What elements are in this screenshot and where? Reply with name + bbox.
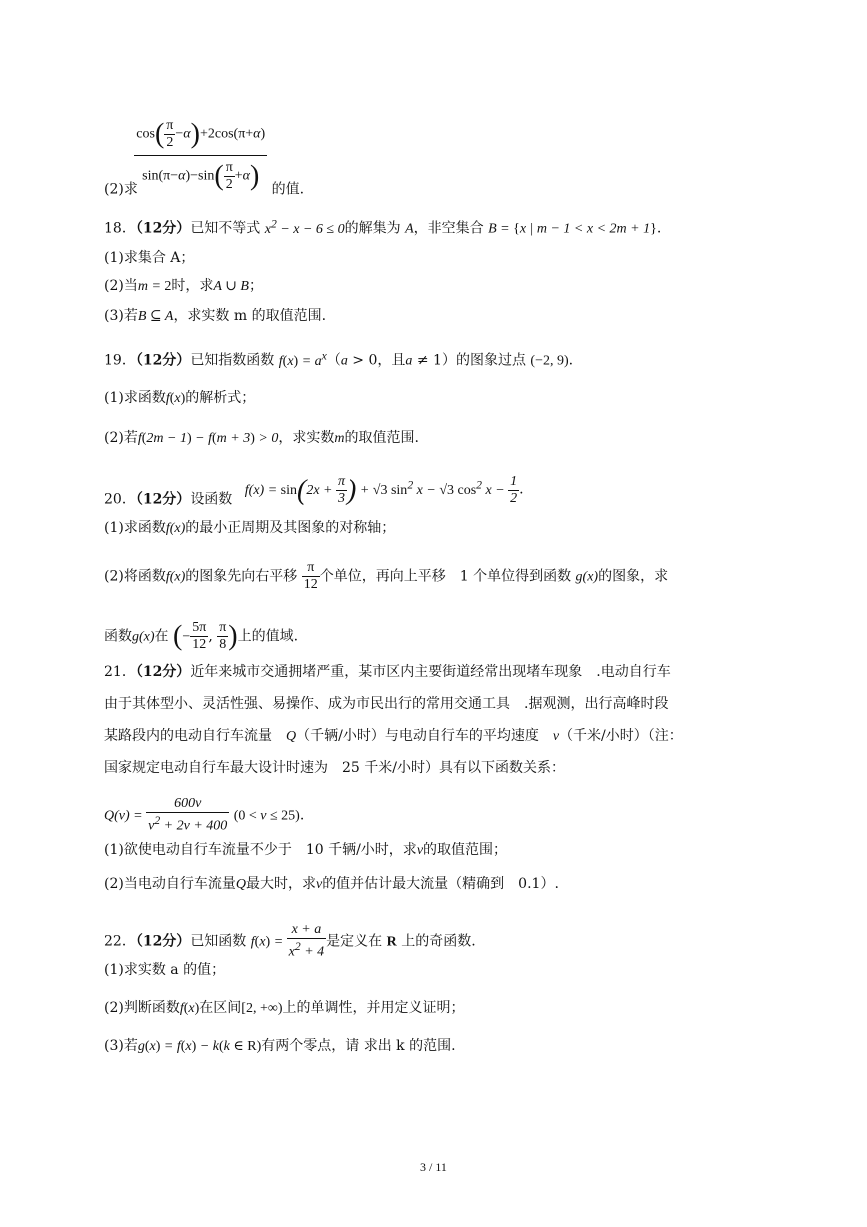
q21-line1 [104, 662, 671, 682]
q22-part3-b: 有两个零点，请 求出 k 的范围. [261, 1038, 456, 1054]
q18-set-a: A [405, 221, 414, 237]
q20-part2: (2)将函数f(x)的图象先向右平移 $\frac{\pi}{12}$ 个单位，再向上平移 1 个单位得到函数 g(x)的图象，求 [104, 560, 669, 592]
q21-number: 21． [104, 664, 136, 680]
q22-stem: 22．（12分）已知函数 f(x) = $\frac{x + a}{x^2 + 4}$ 是定义在 R 上的奇函数. [104, 922, 476, 960]
q22-number: 22． [104, 933, 136, 950]
q20-part1-a: (1)求函数 [104, 520, 166, 536]
q19-part2: (2)若f(2m − 1) − f(m + 3) > 0，求实数m的取值范围. [104, 430, 419, 446]
q20-part2-cont: 函数g(x)在 (− $\frac{5\pi}{12}$ , $\frac{\pi}{8}$ )上的值域. [104, 620, 299, 652]
q21-line2: 由于其体型小、灵活性强、易操作、成为市民出行的常用交通工具 .据观测，出行高峰时段 [104, 696, 669, 712]
q22-part2-b: 在区间 [199, 1000, 242, 1016]
q18-stem-a: 已知不等式 [190, 220, 261, 237]
q21-line1-text: 近年来城市交通拥堵严重，某市区内主要街道经常出现堵车现象 .电动自行车 [190, 664, 671, 680]
q18-part3-b: ，求实数 m 的取值范围. [173, 308, 327, 324]
q19-part1-a: (1)求函数 [104, 390, 166, 406]
q19-part2-a: (2)若 [104, 430, 138, 446]
q21-part1: (1)欲使电动自行车流量不少于 10 千辆/小时，求v的取值范围； [104, 842, 508, 858]
q21-line3-c: （千米/小时）（注： [559, 728, 683, 744]
q18-part3-a: (3)若 [104, 308, 138, 324]
q20-part2-f: 在 [154, 628, 169, 645]
q22-part3: (3)若g(x) = f(x) − k(k ∈ R)有两个零点，请 求出 k 的范围. [104, 1038, 456, 1054]
q20-stem-text: 设函数 [190, 491, 233, 508]
q20-score: （12分） [135, 491, 191, 508]
q18-part3 [104, 306, 326, 327]
q22-part2: (2)判断函数f(x)在区间[2, +∞)上的单调性，并用定义证明； [104, 1000, 465, 1016]
q18-part2: (2)当m = 2时，求A ∪ B； [104, 278, 263, 294]
q17-part2-line [104, 118, 304, 200]
q19-function: $f(x) = a^x$ [278, 349, 327, 369]
q18-part2-a: (2)当 [104, 278, 138, 294]
q22-score: （12分） [135, 933, 191, 950]
q21-score: （12分） [135, 664, 191, 680]
q18-part1: (1)求集合 A； [104, 250, 195, 266]
q21-part1-a: (1)欲使电动自行车流量不少于 10 千辆/小时，求 [104, 842, 417, 858]
q20-part2-e: 函数 [104, 628, 132, 645]
q19-part1-b: 的解析式； [185, 390, 256, 406]
q22-stem-c: 上的奇函数. [401, 933, 476, 950]
q18-inequality: $x^2 - x - 6 \le 0$ [264, 217, 345, 237]
q20-part2-d: 的图象，求 [598, 568, 669, 585]
q22-part2-c: 上的单调性，并用定义证明； [282, 1000, 465, 1016]
q22-part3-a: (3)若 [104, 1038, 138, 1054]
q20-shift-fraction: $\frac{\pi}{12}$ [303, 560, 318, 592]
q22-part2-a: (2)判断函数 [104, 1000, 180, 1016]
q20-function: f(x) = sin(2x + $\frac{\pi}{3}$ ) + √3 $\sin^2 x - √3$ $\cos^2 x$ − $\frac{1}{2}$ [244, 474, 518, 506]
q19-stem-b: ，且 [377, 352, 406, 369]
q21-part2-a: (2)当电动自行车流量 [104, 876, 236, 892]
q18-set-b: B = {x | m − 1 < x < 2m + 1} [488, 221, 657, 237]
q18-stem: 18．（12分）已知不等式 $x^2 - x - 6 \le 0$的解集为 A，非空集合 B = {x | m − 1 < x < 2m + 1}. [104, 217, 662, 237]
q18-part2-b: 时，求 [171, 278, 214, 294]
q21-line3-a: 某路段内的电动自行车流量 [104, 728, 272, 744]
q18-subset: B ⊆ A [137, 309, 174, 324]
q20-part2-c: 个单位，再向上平移 1 个单位得到函数 [319, 568, 572, 585]
q17-fraction: cos( $\frac{\pi}{2}$ −α)+2cos(π+α) sin(π−α)−sin( $\frac{\pi}{2}$ +α) [136, 118, 266, 192]
q21-line3: 某路段内的电动自行车流量 Q（千辆/小时）与电动自行车的平均速度 v（千米/小时）（注： [104, 728, 683, 744]
q21-part2-c: 的值并估计最大流量（精确到 0.1）. [322, 876, 559, 892]
q21-formula: Q(v) = $\frac{600v}{v^2 + 2v + 400}$ (0 < v ≤ 25). [104, 796, 305, 834]
q21-line3-b: （千辆/小时）与电动自行车的平均速度 [296, 728, 539, 744]
q21-part2: (2)当电动自行车流量Q最大时，求v的值并估计最大流量（精确到 0.1）. [104, 876, 559, 892]
q19-stem: 19．（12分）已知指数函数 $f(x) = a^x(a > 0$，且a ≠ 1）的图象过点 (−2, 9). [104, 349, 574, 369]
q20-part2-b: 的图象先向右平移 [185, 568, 298, 585]
q22-part1: (1)求实数 a 的值； [104, 962, 226, 978]
q20-part1: (1)求函数f(x)的最小正周期及其图象的对称轴； [104, 520, 396, 536]
q18-stem-c: ，非空集合 [413, 220, 484, 237]
q21-line4: 国家规定电动自行车最大设计时速为 25 千米/小时）具有以下函数关系： [104, 760, 565, 776]
q20-part1-b: 的最小正周期及其图象的对称轴； [185, 520, 396, 536]
q18-score: （12分） [135, 220, 191, 237]
q18-union: A ∪ B [213, 279, 249, 294]
q17-part2-prefix: (2)求 [104, 181, 138, 198]
q20-number: 20． [104, 491, 136, 508]
q19-stem-a: 已知指数函数 [190, 352, 275, 369]
q17-part2-suffix: 的值. [271, 181, 305, 198]
q18-number: 18． [104, 220, 136, 237]
q21-part2-b: 最大时，求 [245, 876, 316, 892]
q22-stem-a: 已知函数 [190, 933, 247, 950]
q19-number: 19． [104, 352, 136, 369]
q21-part1-b: 的取值范围； [423, 842, 508, 858]
q19-part2-c: 的取值范围. [344, 430, 419, 446]
q22-stem-b: 是定义在 [326, 933, 383, 950]
q18-stem-b: 的解集为 [344, 220, 401, 237]
q20-part2-g: 上的值域. [237, 628, 299, 645]
q19-score: （12分） [135, 352, 191, 369]
q19-stem-c: ）的图象过点 [441, 352, 526, 369]
q19-part2-b: ，求实数 [278, 430, 335, 446]
q20-part2-a: (2)将函数 [104, 568, 166, 585]
q18-m-equals: m = 2 [137, 279, 172, 294]
q19-point: (−2, 9) [530, 353, 569, 369]
q20-stem: 20．（12分）设函数 f(x) = sin(2x + $\frac{\pi}{3}$ ) + √3 $\sin^2 x - √3$ $\cos^2 x$ − $\frac{1}{2}$ . [104, 474, 524, 508]
q19-part1: (1)求函数f(x)的解析式； [104, 390, 256, 406]
page-number: 3 / 11 [420, 1160, 447, 1174]
